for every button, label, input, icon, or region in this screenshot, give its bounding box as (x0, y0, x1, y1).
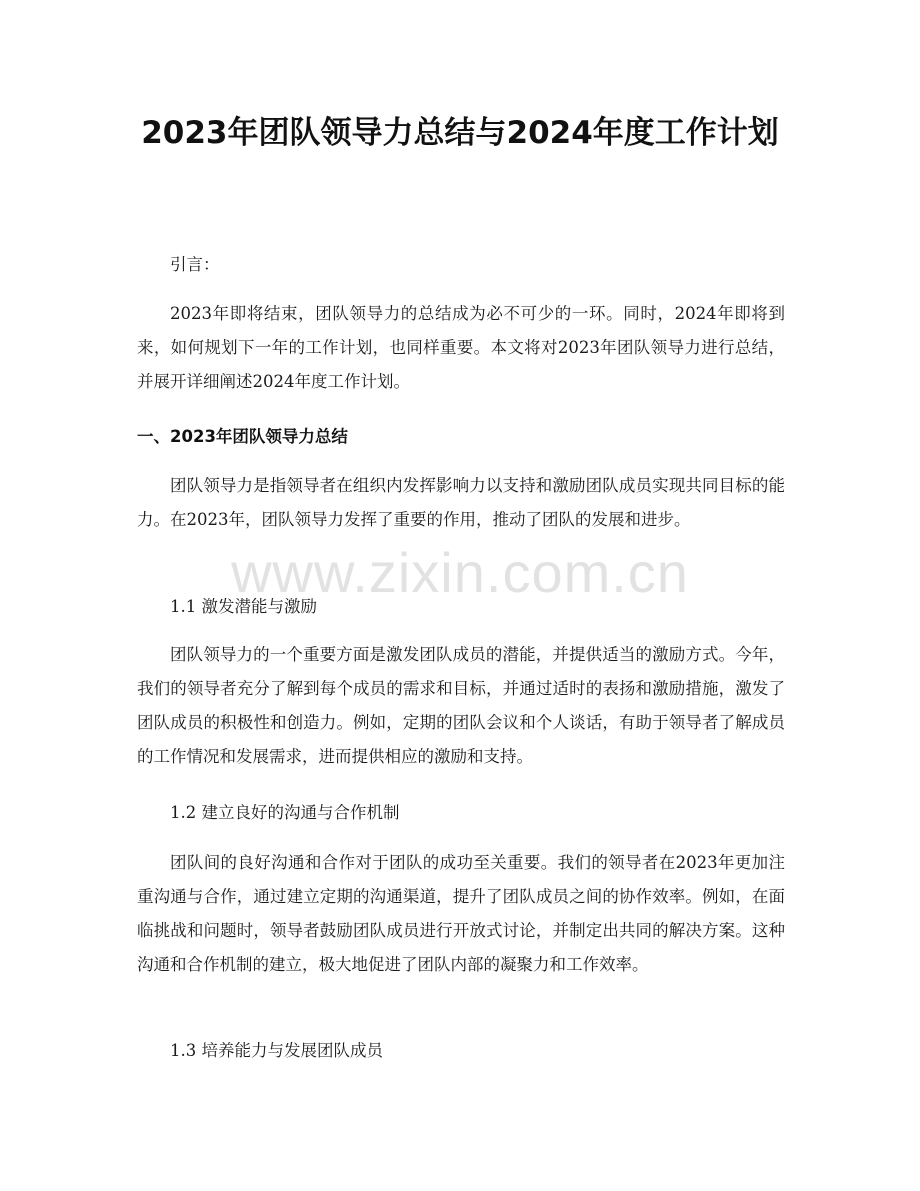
intro-paragraph: 2023年即将结束，团队领导力的总结成为必不可少的一环。同时，2024年即将到来，如何规划下一年的工作计划，也同样重要。本文将对2023年团队领导力进行总结，并展开详细阐述2024年度工作计划。 (137, 304, 785, 391)
subsection2-paragraph: 团队间的良好沟通和合作对于团队的成功至关重要。我们的领导者在2023年更加注重沟通与合作，通过建立定期的沟通渠道，提升了团队成员之间的协作效率。例如，在面临挑战和问题时，领导者鼓励团队成员进行开放式讨论，并制定出共同的解决方案。这种沟通和合作机制的建立，极大地促进了团队内部的凝聚力和工作效率。 (137, 853, 785, 974)
subsection-heading-1-3: 1.3 培养能力与发展团队成员 (170, 1041, 383, 1060)
subsection-heading-1-1: 1.1 激发潜能与激励 (170, 597, 317, 616)
subsection1-paragraph: 团队领导力的一个重要方面是激发团队成员的潜能，并提供适当的激励方式。今年，我们的领导者充分了解到每个成员的需求和目标，并通过适时的表扬和激励措施，激发了团队成员的积极性和创造力。例如，定期的团队会议和个人谈话，有助于领导者了解成员的工作情况和发展需求，进而提供相应的激励和支持。 (137, 645, 785, 766)
section-heading-1: 一、2023年团队领导力总结 (137, 427, 348, 446)
subsection-heading-1-2: 1.2 建立良好的沟通与合作机制 (170, 803, 400, 822)
intro-label: 引言： (170, 255, 220, 274)
watermark: www.zixin.com.cn (231, 541, 689, 604)
document-title: 2023年团队领导力总结与2024年度工作计划 (141, 115, 779, 151)
section1-paragraph: 团队领导力是指领导者在组织内发挥影响力以支持和激励团队成员实现共同目标的能力。在2023年，团队领导力发挥了重要的作用，推动了团队的发展和进步。 (137, 476, 785, 529)
